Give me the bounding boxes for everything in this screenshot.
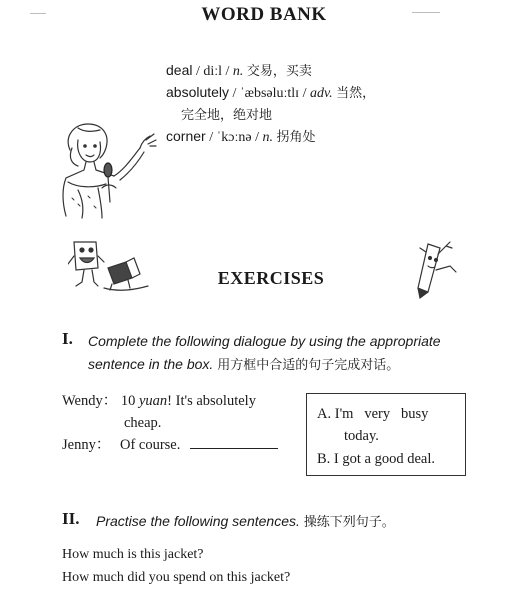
practice-sentence-1: How much is this jacket? <box>62 547 204 562</box>
word-entry-corner: corner / ˈkɔːnə / n. 拐角处 <box>166 128 316 145</box>
word: deal <box>166 62 193 78</box>
phonetic: diːl <box>203 64 223 79</box>
phonetic: ˈæbsəluːtlɪ <box>239 86 300 101</box>
word-entry-absolutely: absolutely / ˈæbsəluːtlɪ / adv. 当然， <box>166 84 376 101</box>
section-2-number: II. <box>62 509 80 528</box>
instruction-line-2-en: sentence in the box. <box>88 356 214 372</box>
meaning: 拐角处 <box>276 130 316 145</box>
part-of-speech: adv. <box>309 86 333 101</box>
line-rest: ! It's absolutely <box>167 393 256 409</box>
part-of-speech: n. <box>232 64 244 79</box>
option-a <box>317 403 462 425</box>
currency: yuan <box>138 393 168 409</box>
phonetic: ˈkɔːnə <box>216 130 252 145</box>
meaning: 交易，买卖 <box>246 64 312 79</box>
word: absolutely <box>166 84 230 100</box>
jenny-line: Of course. <box>119 437 181 453</box>
option-a-letter: A. <box>317 406 332 422</box>
instruction-line-1: Complete the following dialogue by using the appropriate <box>88 333 441 349</box>
word-bank-title: WORD BANK <box>201 4 327 25</box>
option-b-letter: B. <box>317 451 331 467</box>
section-2-instruction-en: Practise the following sentences. <box>96 513 300 529</box>
speaker-wendy: Wendy： <box>62 393 118 409</box>
section-1-instruction <box>88 330 508 377</box>
word: corner <box>166 128 206 144</box>
word-entry-deal: deal / diːl / n. 交易，买卖 <box>166 62 312 79</box>
word-entry-absolutely-cont <box>181 104 272 124</box>
part-of-speech: n. <box>262 130 273 145</box>
meaning: 当然， <box>336 86 376 101</box>
instruction-line-2 <box>88 353 508 377</box>
instruction-line-2-cn: 用方框中合适的句子完成对话。 <box>217 358 400 373</box>
option-b <box>317 448 462 470</box>
section-2-instruction <box>96 510 516 534</box>
dialogue-wendy-cont: cheap. <box>124 415 162 431</box>
option-b-text: I got a good deal. <box>333 451 435 467</box>
option-a-cont: today. <box>344 428 379 444</box>
woman-speaker-illustration <box>58 118 166 220</box>
dialogue-jenny <box>62 434 302 456</box>
section-2-instruction-cn: 操练下列句子。 <box>303 515 395 530</box>
dialogue-wendy <box>62 390 302 412</box>
practice-sentence-2: How much did you spend on this jacket? <box>62 570 291 585</box>
option-a-text: I'm very busy <box>334 406 429 422</box>
amount: 10 <box>120 393 136 409</box>
meaning-continued: 完全地，绝对地 <box>181 108 273 123</box>
speaker-jenny: Jenny： <box>62 437 111 453</box>
section-1-number: I. <box>62 329 73 348</box>
exercises-title: EXERCISES <box>217 268 325 288</box>
answer-blank[interactable] <box>190 436 278 449</box>
